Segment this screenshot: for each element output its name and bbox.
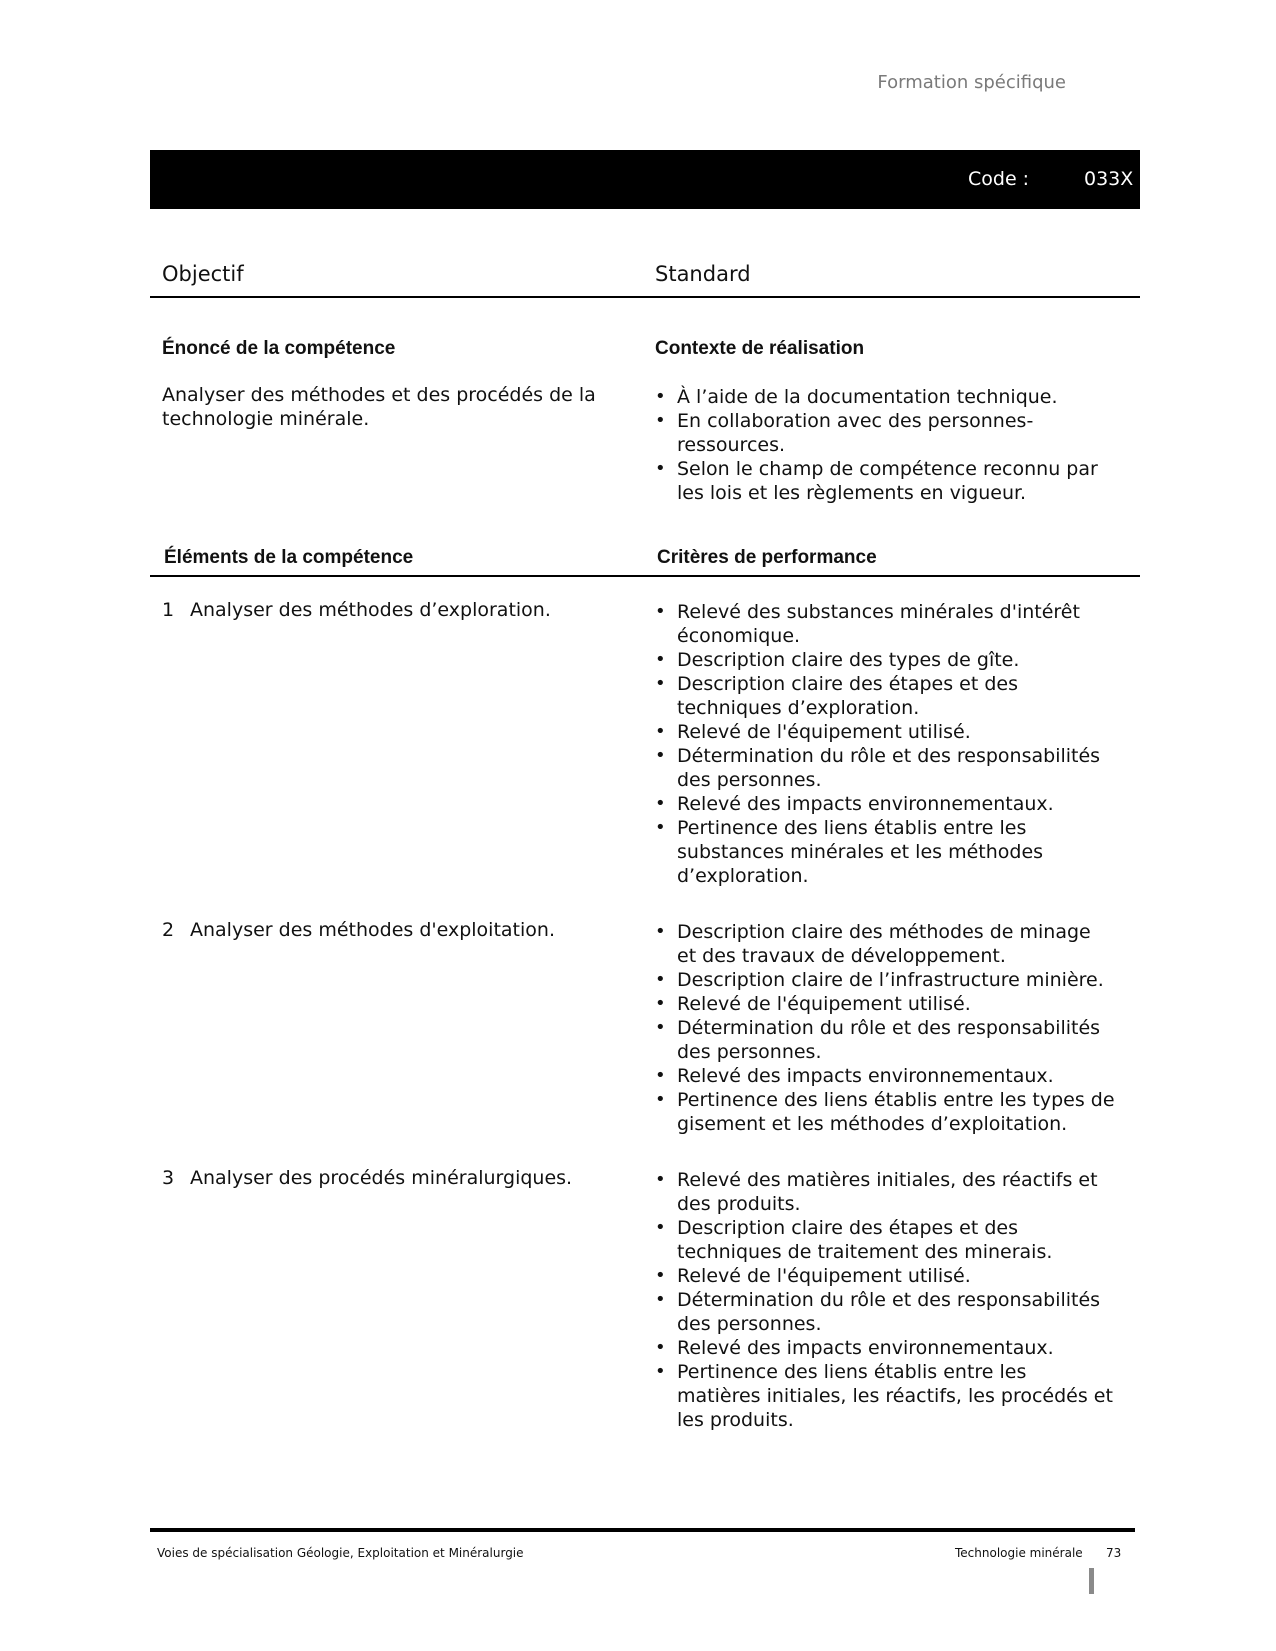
criterion-item: • Relevé des impacts environnementaux. (653, 792, 1115, 816)
contexte-title: Contexte de réalisation (655, 338, 865, 359)
footer-title: Technologie minérale (955, 1546, 1083, 1560)
criterion-item: • Pertinence des liens établis entre les substances minérales et les méthodes d’exploration. (653, 816, 1115, 888)
criterion-item: • Relevé des impacts environnementaux. (653, 1336, 1115, 1360)
criteria-list-2 (653, 920, 1115, 1136)
criterion-item: • Relevé des impacts environnementaux. (653, 1064, 1115, 1088)
enonce-text-line1: Analyser des méthodes et des procédés de la (162, 384, 596, 406)
column-header-standard: Standard (655, 262, 751, 286)
criterion-item: • Description claire de l’infrastructure minière. (653, 968, 1115, 992)
elements-divider (150, 575, 1140, 577)
criterion-item: • Pertinence des liens établis entre les types de gisement et les méthodes d’exploitation. (653, 1088, 1115, 1136)
criterion-item: • Description claire des types de gîte. (653, 648, 1115, 672)
running-header: Formation spécifique (877, 72, 1066, 93)
criterion-item: • Pertinence des liens établis entre les matières initiales, les réactifs, les procédés et les produits. (653, 1360, 1115, 1432)
criterion-item: • Relevé des matières initiales, des réactifs et des produits. (653, 1168, 1115, 1216)
criterion-item: • Relevé des substances minérales d'intérêt économique. (653, 600, 1115, 648)
header-divider (150, 296, 1140, 298)
page-marker (1089, 1568, 1094, 1594)
footer-program: Voies de spécialisation Géologie, Exploitation et Minéralurgie (157, 1546, 524, 1560)
enonce-text (162, 383, 602, 431)
code-banner (150, 150, 1140, 209)
element-number: 2 (162, 919, 175, 941)
criterion-item: • Description claire des étapes et des techniques d’exploration. (653, 672, 1115, 720)
code-value: 033X (1084, 168, 1134, 190)
criterion-item: • Description claire des étapes et des techniques de traitement des minerais. (653, 1216, 1115, 1264)
criterion-item: • Détermination du rôle et des responsabilités des personnes. (653, 1288, 1115, 1336)
contexte-item: • Selon le champ de compétence reconnu par les lois et les règlements en vigueur. (653, 457, 1115, 505)
page-number: 73 (1106, 1546, 1122, 1560)
footer-divider (150, 1528, 1135, 1532)
elements-title: Éléments de la compétence (164, 547, 414, 568)
element-label: Analyser des procédés minéralurgiques. (190, 1167, 573, 1189)
contexte-list (653, 385, 1115, 505)
contexte-item: • À l’aide de la documentation technique. (653, 385, 1115, 409)
criterion-item: • Détermination du rôle et des responsabilités des personnes. (653, 1016, 1115, 1064)
criterion-item: • Relevé de l'équipement utilisé. (653, 720, 1115, 744)
element-number: 3 (162, 1167, 175, 1189)
element-number: 1 (162, 599, 175, 621)
element-label: Analyser des méthodes d’exploration. (190, 599, 551, 621)
element-label: Analyser des méthodes d'exploitation. (190, 919, 555, 941)
criterion-item: • Relevé de l'équipement utilisé. (653, 992, 1115, 1016)
contexte-item: • En collaboration avec des personnes-ressources. (653, 409, 1115, 457)
competence-element-2 (162, 918, 555, 942)
criterion-item: • Description claire des méthodes de minage et des travaux de développement. (653, 920, 1115, 968)
code-label: Code : (968, 168, 1030, 190)
column-header-objectif: Objectif (162, 262, 244, 286)
competence-element-1 (162, 598, 551, 622)
criterion-item: • Relevé de l'équipement utilisé. (653, 1264, 1115, 1288)
criteria-list-3 (653, 1168, 1115, 1432)
competence-element-3 (162, 1166, 572, 1190)
criterion-item: • Détermination du rôle et des responsabilités des personnes. (653, 744, 1115, 792)
enonce-text-line2: technologie minérale. (162, 408, 370, 430)
criteria-list-1 (653, 600, 1115, 888)
enonce-title: Énoncé de la compétence (162, 338, 396, 359)
criteres-title: Critères de performance (657, 547, 877, 568)
